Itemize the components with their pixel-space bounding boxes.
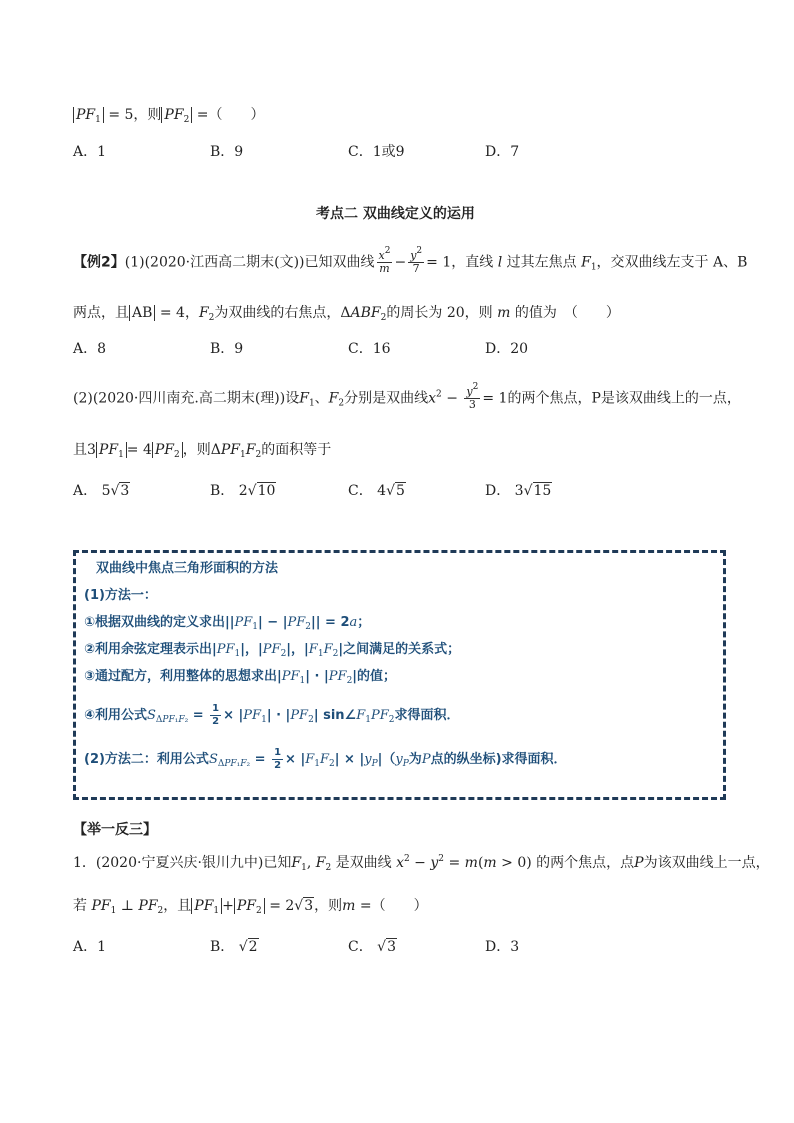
section-title: 考点二 双曲线定义的运用 xyxy=(316,206,475,222)
ex2p2-option-c: C． 4√5 xyxy=(348,483,405,499)
ex2p1-option-b: B．9 xyxy=(210,341,244,357)
prev-option-d: D．7 xyxy=(485,144,520,160)
example2-part2-line2: 且3 $PF_1 = 4$ $PF_2$ ，则$\Delta PF_1F_2$的面积等于 xyxy=(73,442,332,460)
method-step-4: ④利用公式$S_{\Delta PF_1F_2}$ = $\frac{1}{2}$ × $|PF_1| \cdot |PF_2|$ $\sin\angle F_1PF_2$求得面积． xyxy=(84,703,460,727)
ex2p1-option-c: C．16 xyxy=(348,341,391,357)
practice-q1-line1: 1．(2020·宁夏兴庆·银川九中)已知$F_1$, $F_2$ 是双曲线 $x^2 - y^2 = m(m > 0)$ 的两个焦点，点P为该双曲线上一点， xyxy=(73,854,770,873)
prev-question-stem: $PF_1 = 5$，则 $PF_2$ =（ ） xyxy=(73,105,264,125)
practice-title: 【举一反三】 xyxy=(73,822,157,838)
ex2p1-option-a: A．8 xyxy=(73,341,107,357)
practice-option-d: D．3 xyxy=(485,939,520,955)
method-step-2: ②利用余弦定理表示出$|PF_1|$，$|PF_2|$，$|F_1F_2|$之间满足的关系式； xyxy=(84,642,461,659)
method-one-heading: (1)方法一： xyxy=(84,588,157,603)
prev-option-a: A．1 xyxy=(73,144,107,160)
ex2p1-option-d: D．20 xyxy=(485,341,529,357)
practice-option-b: B． √2 xyxy=(210,939,258,955)
method-step-1: ①根据双曲线的定义求出$||PF_1| - |PF_2|| = 2a$； xyxy=(84,615,371,632)
example2-part2-line1: (2)(2020·四川南充.高二期末(理))设$F_1$、$F_2$分别是双曲线$x^2$ − $\frac{y^2}{3}$ = 1的两个焦点，P是该双曲线上的一点， xyxy=(73,382,741,411)
practice-option-a: A．1 xyxy=(73,939,107,955)
ex2p2-option-d: D． 3√15 xyxy=(485,483,552,499)
prev-option-b: B．9 xyxy=(210,144,244,160)
ex2p2-option-a: A． 5√3 xyxy=(73,483,130,499)
method-step-3: ③通过配方，利用整体的思想求出$|PF_1| \cdot |PF_2|$的值； xyxy=(84,669,397,686)
method-two: (2)方法二：利用公式$S_{\Delta PF_1F_2}$ = $\frac{1}{2}$ × $|F_1F_2| \times |y_P|(y_P$为P点的纵坐标)求得面积． xyxy=(84,747,567,771)
practice-option-c: C． √3 xyxy=(348,939,397,955)
prev-option-c: C．1或9 xyxy=(348,144,405,160)
example2-part1-line2: 两点，且 AB = 4，$F_2$为双曲线的右焦点，$\Delta ABF_2$的周长为 20，则 m 的值为 （ ） xyxy=(73,305,620,323)
example2-part1-line1: 【例2】(1)(2020·江西高二期末(文))已知双曲线 $\frac{x^2}{m}$ − $\frac{y^2}{7}$ = 1，直线 l 过其左焦点 $F_1$，交双曲线左支于 A、B xyxy=(73,246,748,275)
ex2p2-option-b: B． 2√10 xyxy=(210,483,276,499)
method-title: 双曲线中焦点三角形面积的方法 xyxy=(96,561,279,576)
practice-q1-line2: 若 $PF_1$ ⊥ $PF_2$，且 $PF_1 + PF_2 = 2√3$，则m =（ ） xyxy=(73,898,428,916)
